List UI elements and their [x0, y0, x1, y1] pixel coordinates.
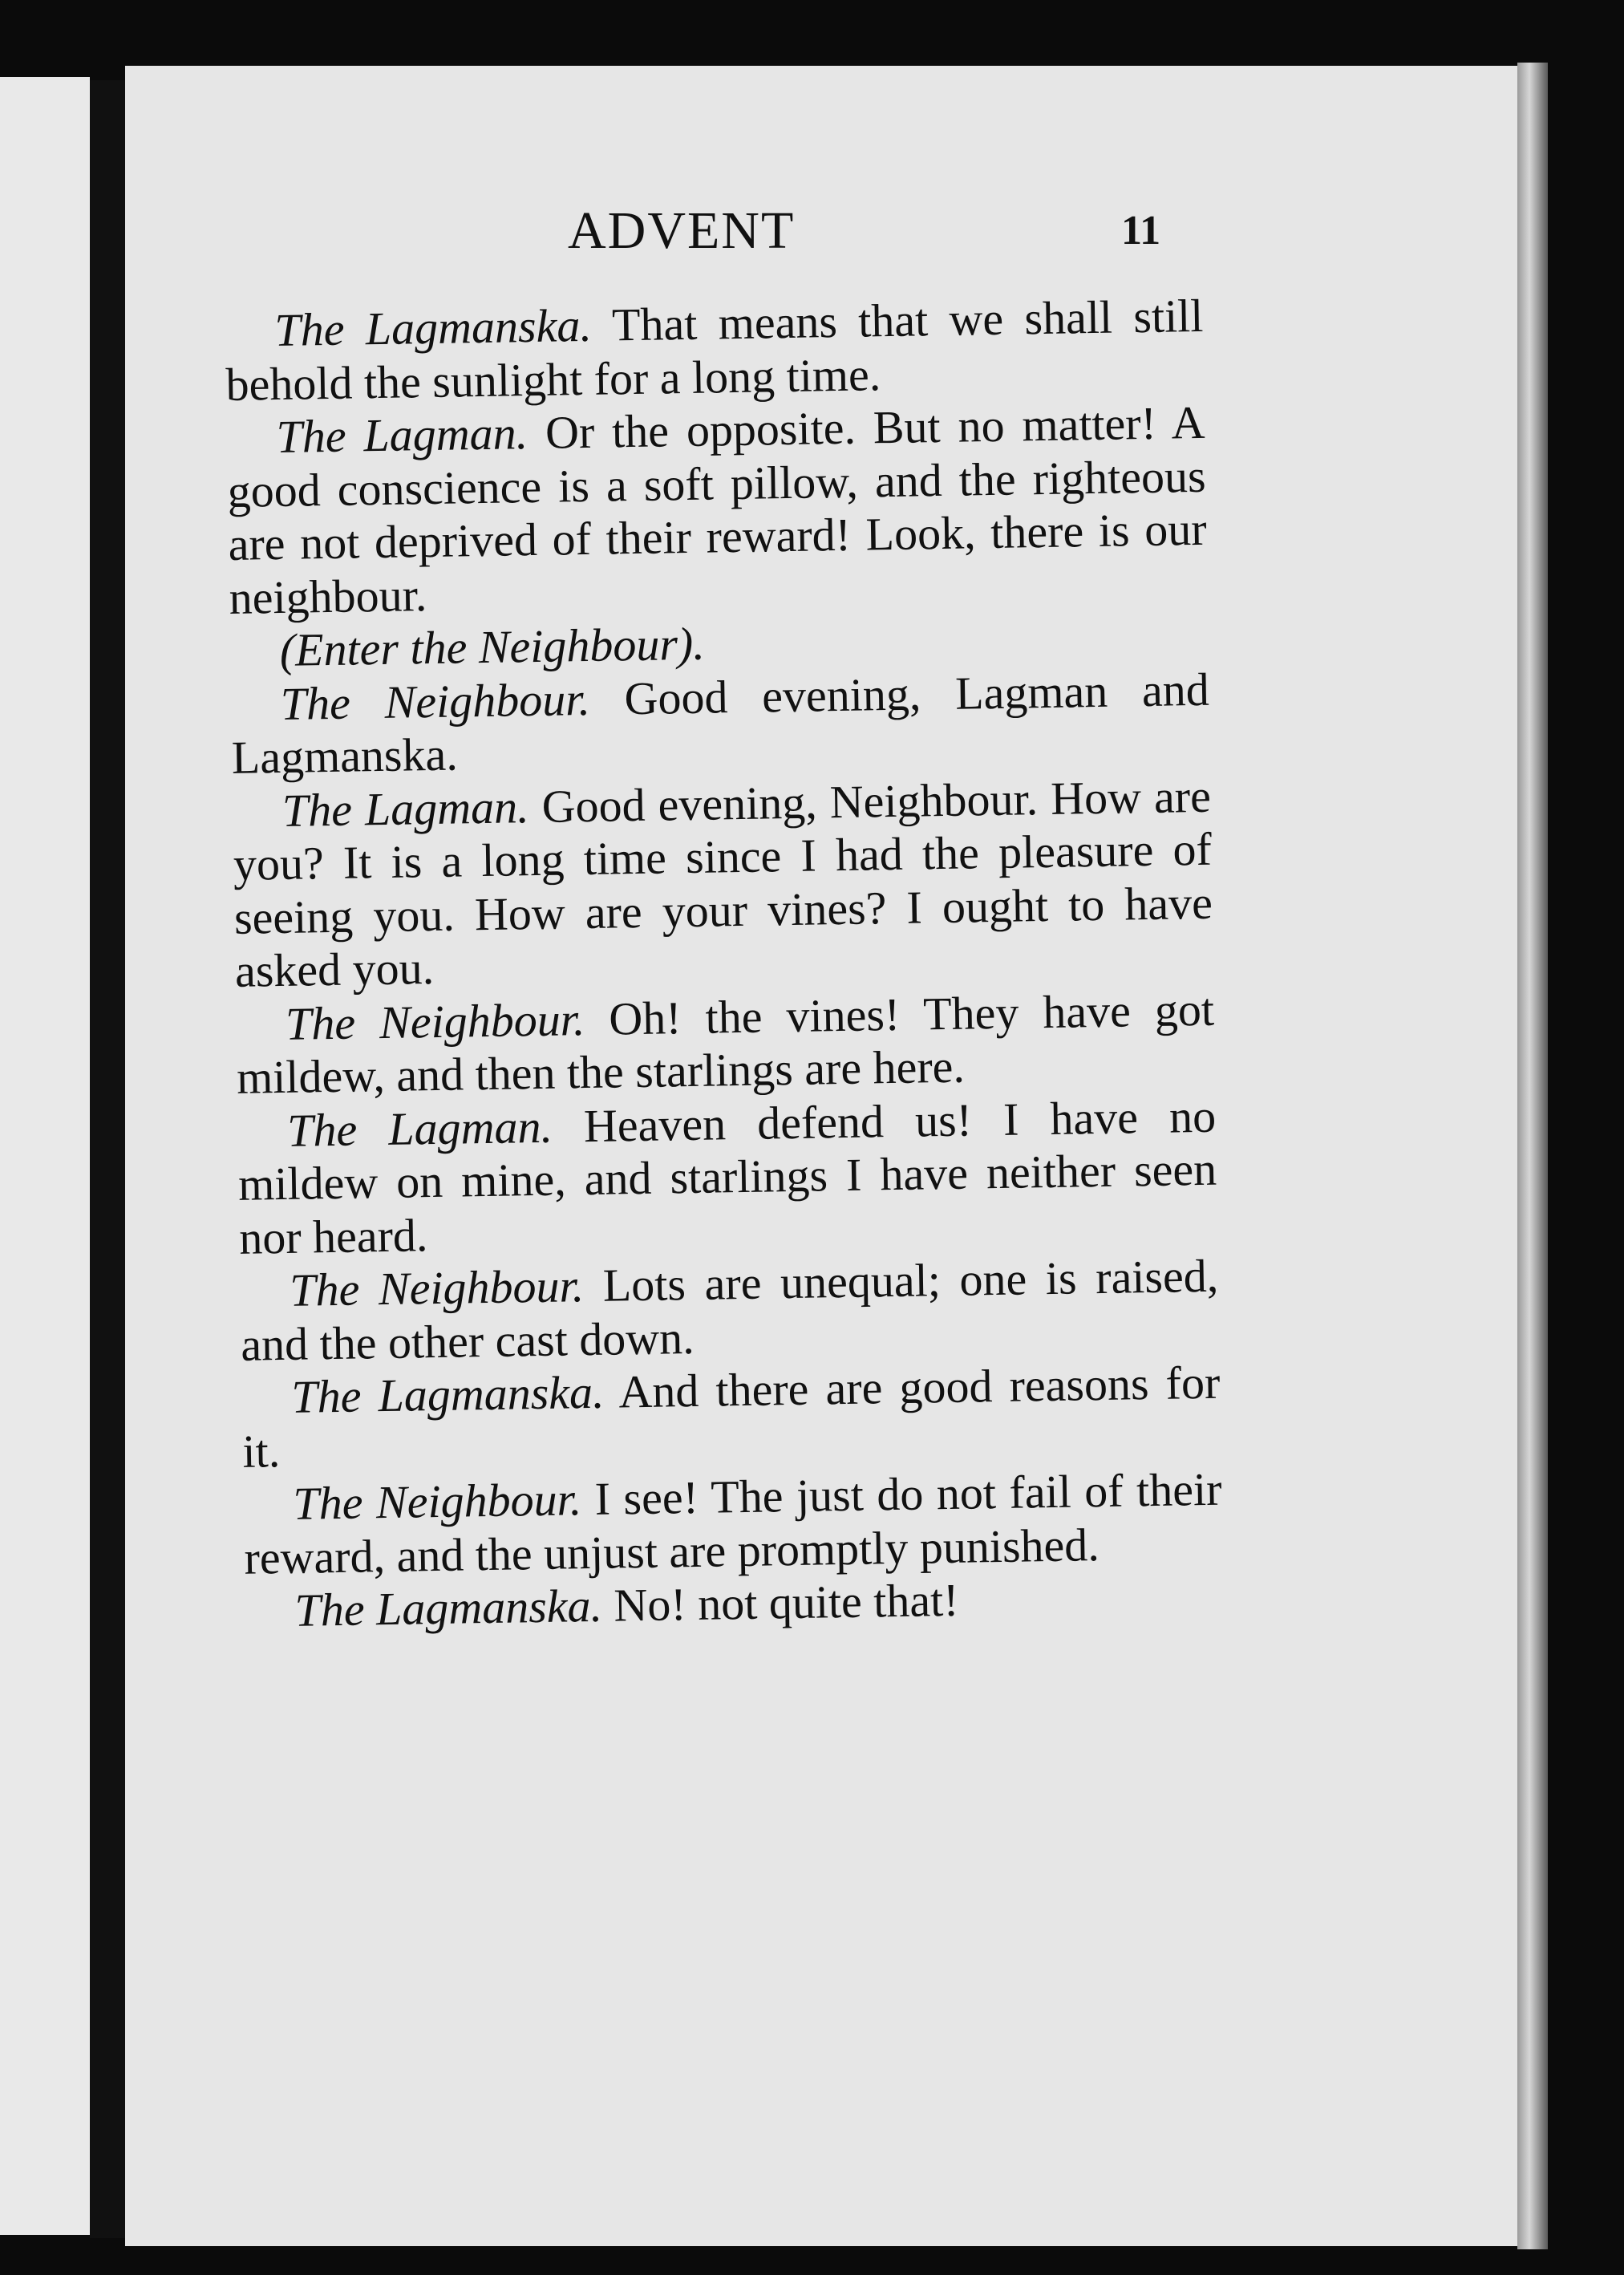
speaker-name: The Lagman. [276, 407, 529, 464]
dialogue-paragraph [236, 983, 1216, 1105]
speaker-name: The Lagman. [286, 1100, 553, 1157]
dialogue-text: Or the opposite. But no matter! A good conscience is a soft pillow, and the righteous are not deprived of their reward! Look, there is our neighbour. [227, 395, 1208, 624]
speaker-name: The Neighbour. [280, 672, 591, 730]
play-text [225, 290, 1224, 1638]
page-number: 11 [1121, 208, 1161, 253]
dialogue-paragraph [232, 769, 1213, 998]
dialogue-paragraph [240, 1250, 1220, 1372]
dialogue-paragraph [225, 290, 1205, 412]
dialogue-text: Lots are unequal; one is raised, and the other cast down. [240, 1249, 1219, 1371]
dialogue-paragraph [241, 1356, 1221, 1478]
speaker-name: The Lagmanska. [294, 1579, 603, 1636]
dialogue-text: Oh! the vines! They have got mildew, and then the starlings are here. [236, 983, 1215, 1104]
dialogue-text: Good evening, Neighbour. How are you? It is a long time since I had the pleasure of seeing you. How are your vines? I ought to have asked you. [233, 769, 1213, 997]
facing-page-edge [0, 77, 90, 2235]
page-right-edge [1517, 63, 1548, 2249]
dialogue-paragraph [230, 663, 1210, 785]
speaker-name: The Neighbour. [292, 1473, 582, 1530]
dialogue-text: I see! The just do not fail of their reward, and the unjust are promptly punished. [244, 1462, 1222, 1584]
speaker-name: The Lagmanska. [290, 1365, 605, 1423]
running-head: ADVENT [568, 201, 796, 260]
stage-direction-text: (Enter the Neighbour). [279, 617, 706, 676]
dialogue-paragraph [226, 396, 1208, 625]
speaker-name: The Lagman. [281, 780, 530, 837]
dialogue-paragraph [237, 1089, 1218, 1265]
dialogue-text: Good evening, Lagman and Lagmanska. [231, 663, 1210, 784]
speaker-name: The Neighbour. [285, 992, 585, 1050]
dialogue-text: Heaven defend us! I have no mildew on mine, and starlings I have neither seen nor heard. [237, 1089, 1217, 1264]
dialogue-text: And there are good reasons for it. [241, 1356, 1221, 1478]
dialogue-text: No! not quite that! [601, 1573, 960, 1632]
book-gutter [90, 80, 125, 2238]
dialogue-paragraph [243, 1463, 1223, 1585]
speaker-name: The Neighbour. [289, 1259, 585, 1316]
speaker-name: The Lagmanska. [273, 298, 593, 357]
dialogue-text: That means that we shall still behold the sunlight for a long time. [225, 289, 1204, 411]
